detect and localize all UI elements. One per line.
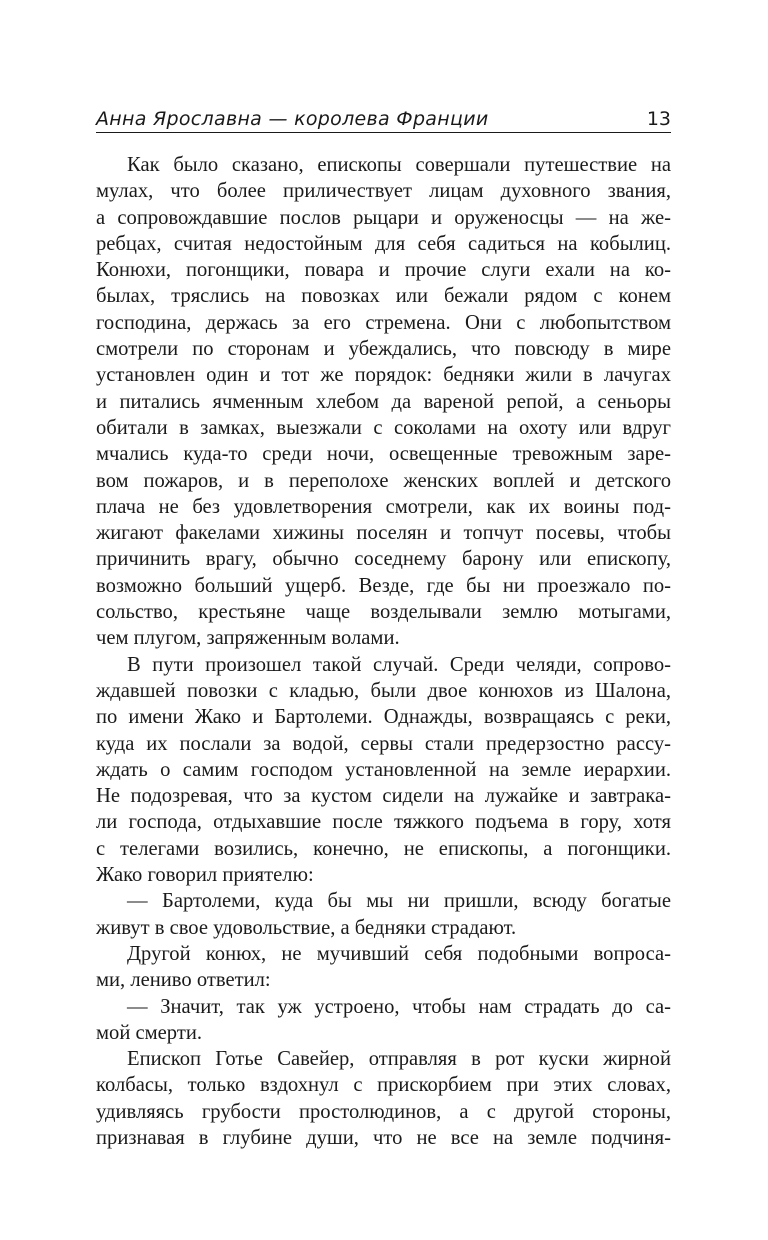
paragraph [96,941,671,994]
paragraph [96,1046,671,1151]
page-number: 13 [646,108,671,130]
paragraph [96,152,671,652]
text-line: жигают факелами хижины поселян и топчут посевы, чтобы [96,522,671,545]
text-line: ли господа, отдыхавшие после тяжкого подъема в гору, хотя [96,811,671,834]
text-line: по имени Жако и Бартолеми. Однажды, возвращаясь с реки, [96,706,671,729]
text-line: живут в свое удовольствие, а бедняки страдают. [96,916,517,939]
body-text [96,152,671,1151]
paragraph [96,652,671,889]
text-line: — Значит, так уж устроено, чтобы нам страдать до са- [127,995,671,1018]
text-line: обитали в замках, выезжали с соколами на охоту или вдруг [96,416,671,439]
text-line: — Бартолеми, куда бы мы ни пришли, всюду богатые [127,890,671,913]
running-title: Анна Ярославна — королева Франции [96,108,489,130]
text-line: и питались ячменным хлебом да вареной репой, а сеньоры [96,390,671,413]
text-line: мулах, что более приличествует лицам духовного звания, [96,180,671,203]
text-line: установлен один и тот же порядок: бедняки жили в лачугах [96,364,671,387]
text-line: Конюхи, погонщики, повара и прочие слуги ехали на ко- [96,259,671,282]
text-line: Жако говорил приятелю: [96,864,314,887]
text-line: господина, держась за его стремена. Они с любопытством [96,311,671,334]
text-line: ждавшей повозки с кладью, были двое конюхов из Шалона, [96,679,671,702]
text-line: Епископ Готье Савейер, отправляя в рот куски жирной [127,1048,671,1071]
text-line: смотрели по сторонам и убеждались, что повсюду в мире [96,338,671,361]
text-line: признавая в глубине души, что не все на земле подчиня- [96,1126,671,1149]
text-line: В пути произошел такой случай. Среди челяди, сопрово- [127,653,671,676]
text-line: возможно больший ущерб. Везде, где бы ни проезжало по- [96,574,671,597]
paragraph [96,888,671,941]
text-line: Не подозревая, что за кустом сидели на лужайке и завтрака- [96,785,671,808]
text-line: удивляясь грубости простолюдинов, а с другой стороны, [96,1100,671,1123]
text-line: мчались куда-то среди ночи, освещенные тревожным заре- [96,443,671,466]
text-line: ребцах, считая недостойным для себя садиться на кобылиц. [96,232,671,255]
text-line: плача не без удовлетворения смотрели, как их воины под- [96,495,671,518]
text-line: Другой конюх, не мучивший себя подобными вопроса- [127,942,671,965]
running-header [96,96,671,133]
text-line: вом пожаров, и в переполохе женских воплей и детского [96,469,671,492]
paragraph [96,994,671,1047]
text-line: причинить врагу, обычно соседнему барону или епископу, [96,548,671,571]
text-line: с телегами возились, конечно, не епископы, а погонщики. [96,837,671,860]
book-page [96,96,671,1151]
text-line: чем плугом, запряженным волами. [96,627,400,650]
text-line: сольство, крестьяне чаще возделывали землю мотыгами, [96,601,671,624]
text-line: ми, лениво ответил: [96,969,271,992]
text-line: былах, тряслись на повозках или бежали рядом с конем [96,285,671,308]
text-line: куда их послали за водой, сервы стали предерзостно рассу- [96,732,671,755]
text-line: ждать о самим господом установленной на земле иерархии. [96,758,671,781]
text-line: а сопровождавшие послов рыцари и оруженосцы — на же- [96,206,671,229]
text-line: Как было сказано, епископы совершали путешествие на [127,154,671,176]
text-line: колбасы, только вздохнул с прискорбием при этих словах, [96,1074,671,1097]
text-line: мой смерти. [96,1021,203,1044]
